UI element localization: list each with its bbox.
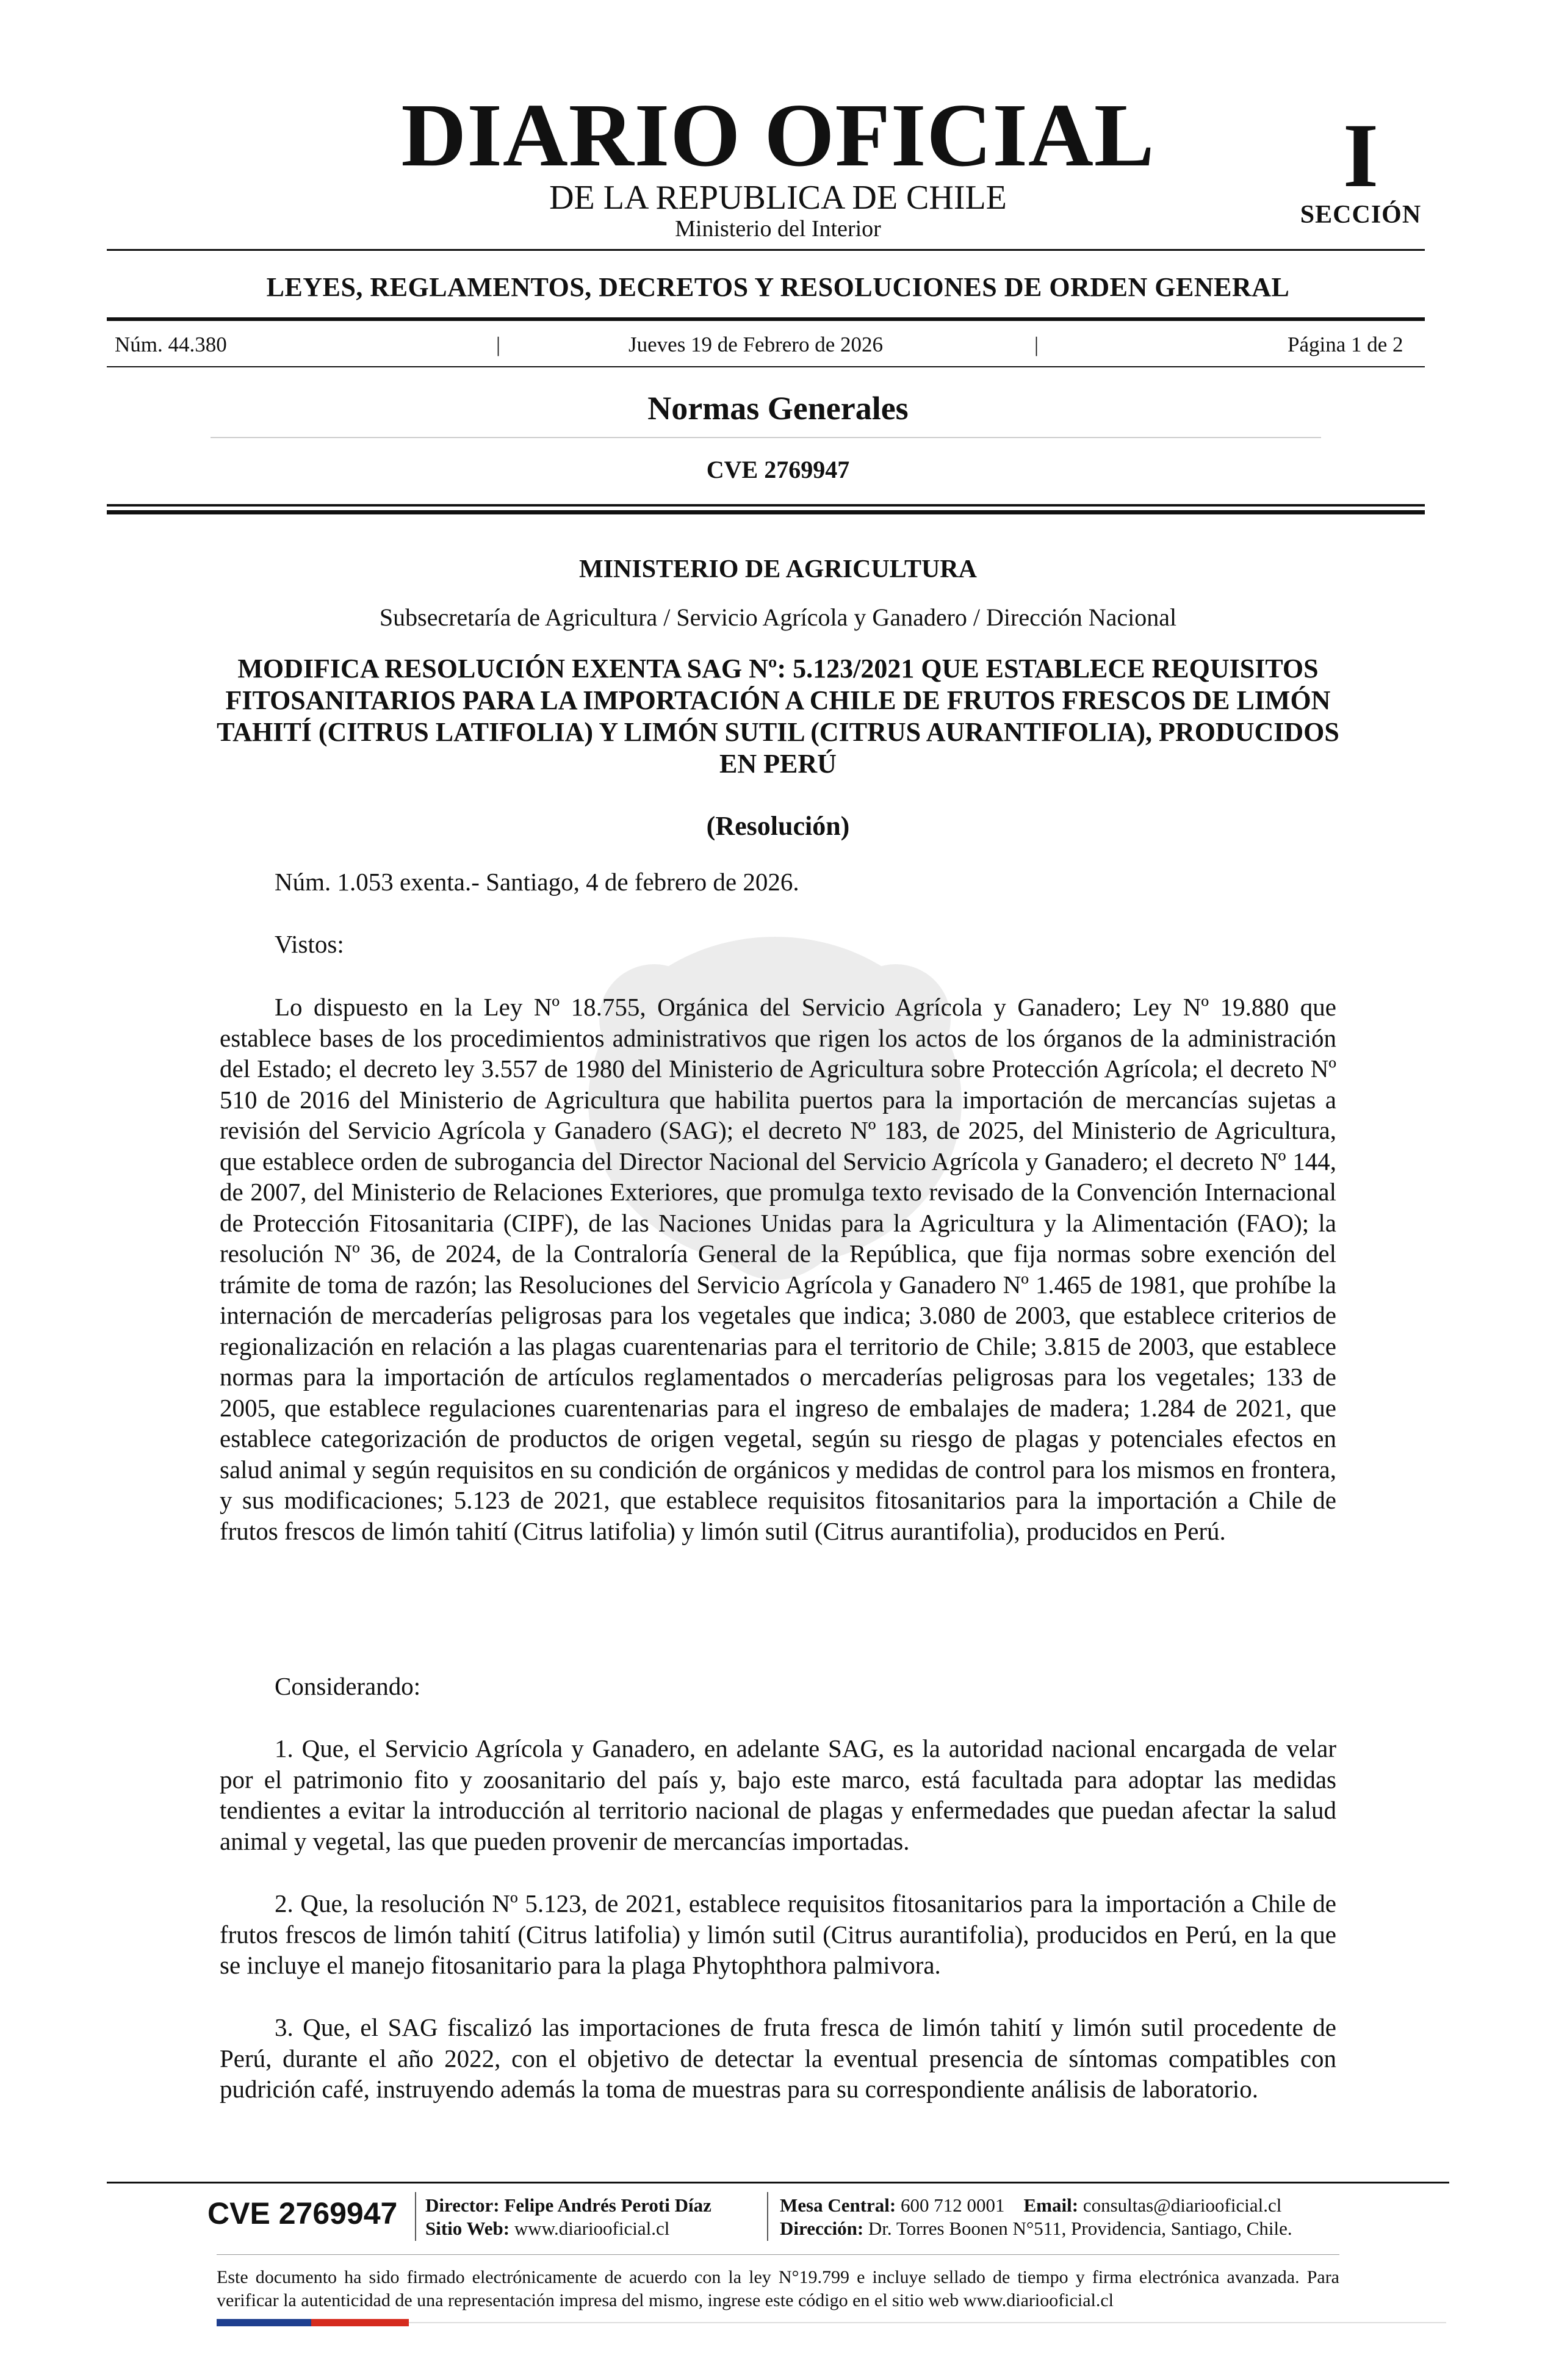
footer-divider [415, 2192, 416, 2241]
email-label: Email: [1023, 2194, 1079, 2216]
director-label: Director: [425, 2194, 500, 2216]
footer-legal-note: Este documento ha sido firmado electrónicamente de acuerdo con la ley N°19.799 e incluye sellado de tiempo y firma electrónica avanzada. Para verificar la autenticidad de una representación impresa del mismo, ingrese este código en el sitio web www.diariooficial.cl [217, 2267, 1339, 2310]
meta-separator: | [1034, 333, 1039, 356]
category-rule-thick [107, 317, 1425, 321]
footer-contact-block [780, 2194, 1292, 2240]
vistos-paragraph: Lo dispuesto en la Ley Nº 18.755, Orgánica del Servicio Agrícola y Ganadero; Ley Nº 19.880 que establece bases de los procedimientos administrativos que rigen los actos de los órganos de la administración del Estado; el decreto ley 3.557 de 1980 del Ministerio de Agricultura sobre Protección Agrícola; el decreto Nº 510 de 2016 del Ministerio de Agricultura que habilita puertos para la importación de mercancías sujetas a revisión del Servicio Agrícola y Ganadero (SAG); el decreto Nº 183, de 2025, del Ministerio de Agricultura, que establece orden de subrogancia del Director Nacional del Servicio Agrícola y Ganadero; el decreto Nº 144, de 2007, del Ministerio de Relaciones Exteriores, que promulga texto revisado de la Convención Internacional de Protección Fitosanitaria (CIPF), de las Naciones Unidas para la Agricultura y la Alimentación (FAO); la resolución Nº 36, de 2024, de la Contraloría General de la República, que fija normas sobre exención del trámite de toma de razón; las Resoluciones del Servicio Agrícola y Ganadero Nº 1.465 de 1981, que prohíbe la internación de mercaderías peligrosas para los vegetales que indica; 3.080 de 2003, que establece criterios de regionalización en relación a las plagas cuarentenarias para el territorio de Chile; 3.815 de 2003, que establece normas para la importación de artículos reglamentados o mercaderías peligrosas para los vegetales; 133 de 2005, que establece regulaciones cuarentenarias para el ingreso de embalajes de madera; 1.284 de 2021, que establece categorización de productos de origen vegetal, según su riesgo de plagas y potenciales efectos en salud animal y según requisitos en su condición de orgánicos y medidas de control para los mismos en frontera, y sus modificaciones; 5.123 de 2021, que establece requisitos fitosanitarios para la importación a Chile de frutos frescos de limón tahití (Citrus latifolia) y limón sutil (Citrus aurantifolia), producidos en Perú. [220, 993, 1336, 1545]
section-number: I [1342, 105, 1379, 206]
issue-number: Núm. 44.380 [115, 333, 227, 356]
considerando-item: 3. Que, el SAG fiscalizó las importaciones de fruta fresca de limón tahití y limón sutil procedente de Perú, durante el año 2022, con el objetivo de detectar la eventual presencia de síntomas compatibles con pudrición café, instruyendo además la toma de muestras para su correspondiente análisis de laboratorio. [220, 2013, 1336, 2103]
masthead-ministry: Ministerio del Interior [675, 216, 881, 242]
vistos-heading: Vistos: [275, 930, 344, 958]
resolution-title: MODIFICA RESOLUCIÓN EXENTA SAG Nº: 5.123/2021 QUE ESTABLECE REQUISITOS FITOSANITARIOS PARA LA IMPORTACIÓN A CHILE DE FRUTOS FRESCOS DE LIMÓN TAHITÍ (CITRUS LATIFOLIA) Y LIMÓN SUTIL (CITRUS AURANTIFOLIA), PRODUCIDOS EN PERÚ [217, 654, 1339, 779]
address-label: Dirección: [780, 2218, 864, 2239]
footer-director-block [425, 2194, 711, 2240]
footer-cve-code: CVE 2769947 [207, 2196, 398, 2230]
considerando-item: 1. Que, el Servicio Agrícola y Ganadero, en adelante SAG, es la autoridad nacional encargada de velar por el patrimonio fito y zoosanitario del país y, bajo este marco, está facultada para adoptar las medidas tendientes a evitar la introducción al territorio nacional de plagas y enfermedades que puedan afectar la salud animal y vegetal, las que pueden provenir de mercancías importadas. [220, 1734, 1336, 1855]
flag-stripe-red [311, 2319, 409, 2326]
subsecretaria-line: Subsecretaría de Agricultura / Servicio Agrícola y Ganadero / Dirección Nacional [379, 604, 1177, 631]
director-name: Felipe Andrés Peroti Díaz [504, 2194, 711, 2216]
considerando-heading: Considerando: [275, 1672, 421, 1700]
flag-stripe-blue [217, 2319, 311, 2326]
flag-stripe-gray [409, 2322, 1446, 2323]
masthead-title: DIARIO OFICIAL [401, 85, 1155, 186]
considerando-item: 2. Que, la resolución Nº 5.123, de 2021, establece requisitos fitosanitarios para la importación a Chile de frutos frescos de limón tahití (Citrus latifolia) y limón sutil (Citrus aurantifolia), producidos en Perú, en la que se incluye el manejo fitosanitario para la plaga Phytophthora palmivora. [220, 1889, 1336, 1979]
header-rule-thick [107, 510, 1425, 514]
mesa-label: Mesa Central: [780, 2194, 896, 2216]
category-heading: LEYES, REGLAMENTOS, DECRETOS Y RESOLUCIONES DE ORDEN GENERAL [266, 272, 1290, 302]
masthead-rule [107, 249, 1425, 251]
document-type: (Resolución) [706, 811, 850, 841]
norm-type-rule [211, 437, 1321, 438]
page-indicator: Página 1 de 2 [1288, 333, 1403, 356]
resolution-number-line: Núm. 1.053 exenta.- Santiago, 4 de febrero de 2026. [275, 868, 799, 896]
cve-code: CVE 2769947 [706, 456, 850, 483]
meta-separator: | [496, 333, 501, 356]
norm-type-heading: Normas Generales [647, 390, 909, 427]
website-link[interactable]: www.diariooficial.cl [514, 2218, 670, 2239]
section-label: SECCIÓN [1300, 201, 1422, 229]
masthead-subtitle: DE LA REPUBLICA DE CHILE [549, 179, 1007, 217]
footer-rule [107, 2182, 1449, 2183]
meta-rule [107, 366, 1425, 367]
footer-divider [767, 2192, 768, 2241]
header-rule-thin [107, 504, 1425, 507]
footer-note-rule [217, 2254, 1339, 2255]
issue-date: Jueves 19 de Febrero de 2026 [629, 333, 883, 356]
email-link[interactable]: consultas@diariooficial.cl [1082, 2194, 1282, 2216]
mesa-phone: 600 712 0001 [901, 2194, 1005, 2216]
address-value: Dr. Torres Boonen N°511, Providencia, Santiago, Chile. [868, 2218, 1292, 2239]
ministry-heading: MINISTERIO DE AGRICULTURA [579, 555, 977, 583]
website-label: Sitio Web: [425, 2218, 510, 2239]
